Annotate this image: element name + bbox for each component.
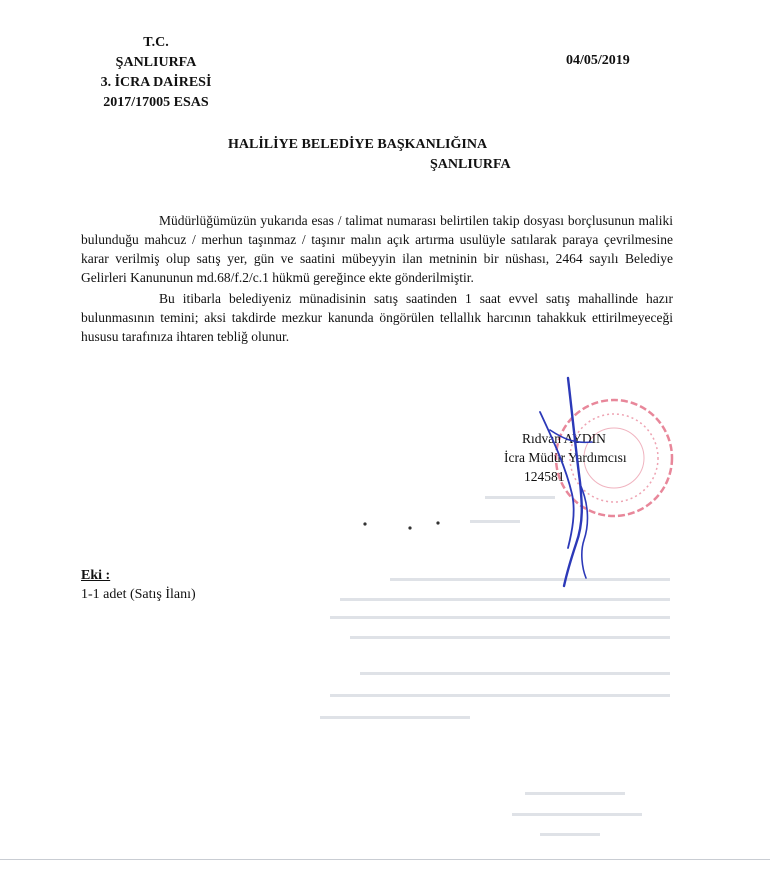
letter-body xyxy=(81,211,673,346)
paragraph-1: Müdürlüğümüzün yukarıda esas / talimat numarası belirtilen takip dosyası borçlusunun maliki bulunduğu mahcuz / merhun taşınmaz / taşınır malın açık artırma usulüyle satılarak paraya çevrilmesine karar verilmiş olup satış yer, gün ve saatini mübeyyin ilan metninin bir nüshası, 2464 sayılı Belediye Gelirleri Kanununun md.68/f.2/c.1 hükmü gereğince ekte gönderilmiştir. xyxy=(81,213,673,285)
addressee-line-2: ŞANLIURFA xyxy=(430,157,511,172)
document-date: 04/05/2019 xyxy=(566,53,630,68)
office-header xyxy=(86,33,226,113)
signer-number: 124581 xyxy=(524,469,565,484)
attachments-title: Eki : xyxy=(81,568,111,583)
attachment-item: 1-1 adet (Satış İlanı) xyxy=(81,587,196,602)
handwritten-signature xyxy=(510,372,620,592)
header-line-2: ŞANLIURFA xyxy=(115,55,197,70)
addressee xyxy=(228,135,511,175)
addressee-line-1: HALİLİYE BELEDİYE BAŞKANLIĞINA xyxy=(228,137,488,152)
header-line-4: 2017/17005 ESAS xyxy=(103,95,209,110)
signer-name: Rıdvan AYDIN xyxy=(522,431,606,446)
attachments-section xyxy=(81,566,196,604)
signer-title: İcra Müdür Yardımcısı xyxy=(504,450,627,465)
page-edge-line xyxy=(0,859,770,860)
stray-marks xyxy=(360,518,450,532)
header-line-1: T.C. xyxy=(143,35,169,50)
header-line-3: 3. İCRA DAİRESİ xyxy=(100,75,212,90)
paragraph-2: Bu itibarla belediyeniz münadisinin satış saatinden 1 saat evvel satış mahallinde hazır bulunmasının temini; aksi takdirde mezkur kanunda öngörülen tellallık harcının tahakkuk ettirilmeyeceği hususu tarafınıza ihtaren tebliğ olunur. xyxy=(81,291,673,344)
